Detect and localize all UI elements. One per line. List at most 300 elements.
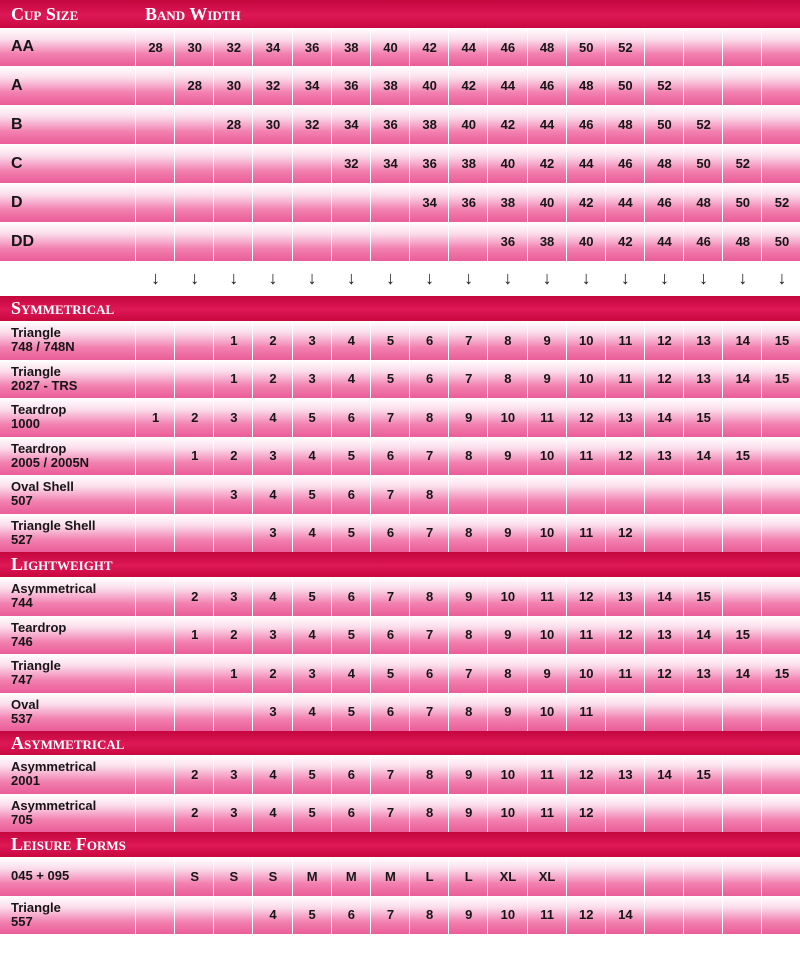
form-size-cell: 6 bbox=[370, 437, 410, 476]
form-size-cell: 3 bbox=[252, 514, 292, 553]
form-size-cell: 11 bbox=[605, 360, 645, 399]
cup-row-a bbox=[0, 66, 800, 105]
form-size-cell bbox=[135, 360, 175, 399]
form-size-cell: 15 bbox=[761, 321, 800, 360]
chart-header-bar bbox=[0, 0, 800, 28]
form-size-cell: 6 bbox=[409, 321, 449, 360]
form-size-cell: XL bbox=[527, 857, 567, 896]
product-label bbox=[11, 398, 135, 437]
form-size-cell: 1 bbox=[213, 321, 253, 360]
band-width-cell: 42 bbox=[409, 28, 449, 66]
form-size-cell bbox=[487, 475, 527, 514]
form-size-cell bbox=[683, 693, 723, 732]
form-size-cell: 11 bbox=[566, 437, 606, 476]
section-title: Lightweight bbox=[11, 554, 113, 574]
form-size-cell bbox=[213, 514, 253, 553]
product-name: Oval Shell bbox=[11, 479, 74, 495]
band-width-cell: 48 bbox=[527, 28, 567, 66]
form-size-cell: S bbox=[213, 857, 253, 896]
band-width-cell: 42 bbox=[605, 222, 645, 261]
form-size-cell: 3 bbox=[213, 794, 253, 833]
form-size-cell: 12 bbox=[566, 577, 606, 616]
down-arrow-icon: ↓ bbox=[722, 261, 762, 296]
form-size-cell: 8 bbox=[448, 693, 488, 732]
form-size-cell: 4 bbox=[252, 577, 292, 616]
form-size-cell: 15 bbox=[722, 616, 762, 655]
section-header-lightweight bbox=[0, 552, 800, 577]
band-width-cell: 50 bbox=[761, 222, 800, 261]
form-size-cell bbox=[174, 514, 214, 553]
form-size-cell bbox=[683, 896, 723, 935]
band-width-cell bbox=[135, 222, 175, 261]
form-size-cell: 7 bbox=[370, 475, 410, 514]
product-code: 507 bbox=[11, 493, 33, 509]
form-size-cell: 10 bbox=[527, 616, 567, 655]
form-size-cell bbox=[174, 654, 214, 693]
form-size-cell: 6 bbox=[370, 616, 410, 655]
form-size-cell: 7 bbox=[448, 654, 488, 693]
form-size-cell: 6 bbox=[331, 794, 371, 833]
band-width-cell: 28 bbox=[174, 66, 214, 105]
band-width-cell: 38 bbox=[409, 105, 449, 144]
section-title: Symmetrical bbox=[11, 298, 115, 318]
band-width-cell: 32 bbox=[213, 28, 253, 66]
form-size-cell: 2 bbox=[213, 437, 253, 476]
form-size-cell: 7 bbox=[370, 794, 410, 833]
form-size-cell: 6 bbox=[331, 755, 371, 794]
band-width-cell bbox=[292, 183, 332, 222]
product-code: 527 bbox=[11, 531, 33, 547]
product-row bbox=[0, 794, 800, 833]
form-size-cell bbox=[722, 755, 762, 794]
band-width-cell: 40 bbox=[409, 66, 449, 105]
band-width-cell bbox=[252, 183, 292, 222]
product-name: Triangle Shell bbox=[11, 517, 96, 533]
form-size-cell: 4 bbox=[252, 398, 292, 437]
form-size-cell: 9 bbox=[448, 755, 488, 794]
band-width-cell: 40 bbox=[448, 105, 488, 144]
band-width-cell: 40 bbox=[370, 28, 410, 66]
band-width-cell: 48 bbox=[683, 183, 723, 222]
band-width-cell: 52 bbox=[761, 183, 800, 222]
form-size-cell bbox=[566, 857, 606, 896]
form-size-cell: 1 bbox=[213, 654, 253, 693]
form-size-cell bbox=[174, 475, 214, 514]
band-width-cell: 32 bbox=[292, 105, 332, 144]
cup-row-d bbox=[0, 183, 800, 222]
cup-size-label: D bbox=[11, 193, 23, 211]
band-width-cell: 50 bbox=[683, 144, 723, 183]
band-width-cell: 46 bbox=[683, 222, 723, 261]
product-row bbox=[0, 693, 800, 732]
band-width-cell bbox=[722, 28, 762, 66]
band-width-cell: 30 bbox=[174, 28, 214, 66]
band-width-cell: 38 bbox=[370, 66, 410, 105]
band-width-cell bbox=[135, 66, 175, 105]
arrow-row bbox=[0, 261, 800, 296]
band-width-cell: 36 bbox=[331, 66, 371, 105]
band-width-cell bbox=[213, 144, 253, 183]
band-width-cell: 48 bbox=[566, 66, 606, 105]
form-size-cell: 13 bbox=[644, 616, 684, 655]
product-label bbox=[11, 693, 135, 732]
form-size-cell: 14 bbox=[683, 437, 723, 476]
form-size-cell: 9 bbox=[527, 654, 567, 693]
product-name: Asymmetrical bbox=[11, 759, 97, 775]
form-size-cell: 10 bbox=[566, 321, 606, 360]
band-width-cell: 48 bbox=[722, 222, 762, 261]
form-size-cell bbox=[135, 654, 175, 693]
down-arrow-icon: ↓ bbox=[644, 261, 684, 296]
form-size-cell: 4 bbox=[331, 360, 371, 399]
product-code: 746 bbox=[11, 633, 33, 649]
band-width-cell: 40 bbox=[487, 144, 527, 183]
band-width-cell: 44 bbox=[527, 105, 567, 144]
form-size-cell: 14 bbox=[644, 398, 684, 437]
band-width-cell: 44 bbox=[448, 28, 488, 66]
band-width-cell: 28 bbox=[213, 105, 253, 144]
product-row bbox=[0, 475, 800, 514]
band-width-cell: 46 bbox=[487, 28, 527, 66]
form-size-cell: 8 bbox=[409, 755, 449, 794]
band-width-cell: 44 bbox=[487, 66, 527, 105]
form-size-cell: 7 bbox=[370, 577, 410, 616]
form-size-cell bbox=[722, 857, 762, 896]
form-size-cell bbox=[761, 616, 800, 655]
band-width-cell bbox=[683, 66, 723, 105]
band-width-cell: 36 bbox=[409, 144, 449, 183]
band-width-cell: 46 bbox=[644, 183, 684, 222]
form-size-cell bbox=[761, 475, 800, 514]
band-width-cell: 30 bbox=[213, 66, 253, 105]
form-size-cell bbox=[605, 693, 645, 732]
form-size-cell: 8 bbox=[487, 321, 527, 360]
band-width-cell: 44 bbox=[644, 222, 684, 261]
form-size-cell: 3 bbox=[213, 398, 253, 437]
form-size-cell: 12 bbox=[566, 794, 606, 833]
form-size-cell: 5 bbox=[331, 693, 371, 732]
product-name: Asymmetrical bbox=[11, 581, 97, 597]
form-size-cell: 10 bbox=[487, 755, 527, 794]
form-size-cell: 12 bbox=[605, 616, 645, 655]
form-size-cell bbox=[135, 616, 175, 655]
band-width-cell: 52 bbox=[605, 28, 645, 66]
form-size-cell: 9 bbox=[448, 794, 488, 833]
band-width-cell: 34 bbox=[252, 28, 292, 66]
band-width-cell bbox=[135, 105, 175, 144]
product-name: Triangle bbox=[11, 325, 61, 341]
down-arrow-icon: ↓ bbox=[213, 261, 253, 296]
band-width-cell: 46 bbox=[605, 144, 645, 183]
product-row bbox=[0, 321, 800, 360]
band-width-cell bbox=[409, 222, 449, 261]
form-size-cell: 2 bbox=[174, 794, 214, 833]
band-width-heading: Band Width bbox=[145, 4, 241, 24]
product-name: Teardrop bbox=[11, 402, 67, 418]
form-size-cell: 6 bbox=[331, 475, 371, 514]
product-label bbox=[11, 577, 135, 616]
product-label bbox=[11, 514, 135, 553]
band-width-cell: 36 bbox=[448, 183, 488, 222]
form-size-cell: 8 bbox=[409, 475, 449, 514]
form-size-cell: 13 bbox=[605, 755, 645, 794]
form-size-cell bbox=[174, 896, 214, 935]
form-size-cell: 11 bbox=[527, 755, 567, 794]
product-label bbox=[11, 857, 135, 896]
down-arrow-icon: ↓ bbox=[761, 261, 800, 296]
form-size-cell: 6 bbox=[370, 693, 410, 732]
band-width-cell: 48 bbox=[644, 144, 684, 183]
form-size-cell bbox=[605, 475, 645, 514]
product-name: 045 + 095 bbox=[11, 868, 70, 884]
product-name: Teardrop bbox=[11, 619, 67, 635]
form-size-cell: 5 bbox=[292, 577, 332, 616]
form-size-cell: 7 bbox=[448, 360, 488, 399]
form-size-cell bbox=[722, 475, 762, 514]
form-size-cell: 1 bbox=[213, 360, 253, 399]
form-size-cell: 5 bbox=[331, 514, 371, 553]
band-width-cell: 36 bbox=[370, 105, 410, 144]
form-size-cell: 9 bbox=[487, 616, 527, 655]
band-width-cell bbox=[761, 28, 800, 66]
form-size-cell bbox=[605, 794, 645, 833]
form-size-cell: 5 bbox=[370, 321, 410, 360]
form-size-cell: 4 bbox=[292, 514, 332, 553]
band-width-cell: 30 bbox=[252, 105, 292, 144]
form-size-cell: 10 bbox=[527, 693, 567, 732]
band-width-cell: 52 bbox=[722, 144, 762, 183]
form-size-cell bbox=[644, 693, 684, 732]
form-size-cell: 1 bbox=[174, 437, 214, 476]
down-arrow-icon: ↓ bbox=[487, 261, 527, 296]
form-size-cell bbox=[135, 514, 175, 553]
form-size-cell bbox=[135, 794, 175, 833]
form-size-cell bbox=[683, 857, 723, 896]
product-code: 2005 / 2005N bbox=[11, 454, 90, 470]
down-arrow-icon: ↓ bbox=[566, 261, 606, 296]
product-row bbox=[0, 360, 800, 399]
band-width-cell: 48 bbox=[605, 105, 645, 144]
form-size-cell bbox=[683, 794, 723, 833]
form-size-cell bbox=[722, 514, 762, 553]
form-size-cell: 15 bbox=[683, 398, 723, 437]
form-size-cell: 3 bbox=[213, 755, 253, 794]
product-code: 1000 bbox=[11, 416, 40, 432]
form-size-cell: 10 bbox=[527, 514, 567, 553]
form-size-cell: 10 bbox=[566, 360, 606, 399]
band-width-cell: 38 bbox=[527, 222, 567, 261]
band-width-cell: 32 bbox=[252, 66, 292, 105]
form-size-cell: 12 bbox=[644, 321, 684, 360]
form-size-cell: 4 bbox=[252, 475, 292, 514]
form-size-cell: 9 bbox=[527, 321, 567, 360]
form-size-cell: 4 bbox=[252, 794, 292, 833]
form-size-cell: 3 bbox=[252, 437, 292, 476]
band-width-cell: 42 bbox=[448, 66, 488, 105]
cup-size-label: AA bbox=[11, 38, 35, 55]
product-name: Triangle bbox=[11, 899, 61, 915]
form-size-cell: 10 bbox=[487, 794, 527, 833]
form-size-cell: 10 bbox=[527, 437, 567, 476]
form-size-cell: 12 bbox=[566, 755, 606, 794]
form-size-cell: 5 bbox=[292, 755, 332, 794]
product-code: 705 bbox=[11, 811, 33, 827]
cup-row-dd bbox=[0, 222, 800, 261]
form-size-cell: 5 bbox=[370, 360, 410, 399]
form-size-cell: 5 bbox=[292, 398, 332, 437]
band-width-cell bbox=[722, 66, 762, 105]
form-size-cell: 7 bbox=[409, 437, 449, 476]
form-size-cell: 3 bbox=[292, 360, 332, 399]
form-size-cell: 11 bbox=[527, 896, 567, 935]
form-size-cell: 5 bbox=[331, 616, 371, 655]
form-size-cell: 7 bbox=[409, 693, 449, 732]
form-size-cell: 8 bbox=[448, 437, 488, 476]
form-size-cell: 15 bbox=[683, 577, 723, 616]
band-width-cell: 40 bbox=[527, 183, 567, 222]
form-size-cell: 11 bbox=[566, 693, 606, 732]
form-size-cell: 6 bbox=[331, 577, 371, 616]
product-row bbox=[0, 577, 800, 616]
form-size-cell: 7 bbox=[409, 616, 449, 655]
band-width-cell bbox=[174, 183, 214, 222]
form-size-cell: 7 bbox=[409, 514, 449, 553]
band-width-cell bbox=[761, 66, 800, 105]
product-row bbox=[0, 896, 800, 935]
form-size-cell bbox=[722, 896, 762, 935]
band-width-cell bbox=[331, 183, 371, 222]
form-size-cell: 12 bbox=[644, 654, 684, 693]
band-width-cell bbox=[135, 144, 175, 183]
band-width-cell bbox=[174, 222, 214, 261]
band-width-cell: 36 bbox=[487, 222, 527, 261]
form-size-cell: 4 bbox=[252, 896, 292, 935]
band-width-cell bbox=[174, 105, 214, 144]
form-size-cell: S bbox=[174, 857, 214, 896]
band-width-cell bbox=[644, 28, 684, 66]
form-size-cell bbox=[761, 693, 800, 732]
band-width-cell bbox=[292, 222, 332, 261]
form-size-cell: 9 bbox=[448, 577, 488, 616]
form-size-cell: 8 bbox=[409, 398, 449, 437]
band-width-cell bbox=[370, 183, 410, 222]
form-size-cell: 14 bbox=[722, 321, 762, 360]
band-width-cell: 50 bbox=[605, 66, 645, 105]
form-size-cell: 10 bbox=[487, 398, 527, 437]
down-arrow-icon: ↓ bbox=[527, 261, 567, 296]
form-size-cell: S bbox=[252, 857, 292, 896]
form-size-cell: 11 bbox=[527, 577, 567, 616]
down-arrow-icon: ↓ bbox=[448, 261, 488, 296]
form-size-cell: 1 bbox=[174, 616, 214, 655]
band-width-cell bbox=[174, 144, 214, 183]
form-size-cell bbox=[761, 437, 800, 476]
band-width-cell bbox=[722, 105, 762, 144]
form-size-cell bbox=[644, 514, 684, 553]
down-arrow-icon: ↓ bbox=[605, 261, 645, 296]
form-size-cell: 5 bbox=[331, 437, 371, 476]
product-code: 744 bbox=[11, 595, 33, 611]
form-size-cell bbox=[761, 794, 800, 833]
form-size-cell: 8 bbox=[448, 616, 488, 655]
form-size-cell: 4 bbox=[292, 616, 332, 655]
form-size-cell: 3 bbox=[252, 693, 292, 732]
down-arrow-icon: ↓ bbox=[135, 261, 175, 296]
form-size-cell bbox=[644, 475, 684, 514]
form-size-cell: 2 bbox=[174, 577, 214, 616]
product-row bbox=[0, 616, 800, 655]
form-size-cell: 7 bbox=[370, 755, 410, 794]
band-width-cell bbox=[448, 222, 488, 261]
form-size-cell: 4 bbox=[252, 755, 292, 794]
form-size-cell bbox=[722, 398, 762, 437]
form-size-cell: 3 bbox=[292, 654, 332, 693]
cup-size-label: B bbox=[11, 115, 23, 133]
band-width-cell: 50 bbox=[644, 105, 684, 144]
down-arrow-icon: ↓ bbox=[331, 261, 371, 296]
form-size-cell: 9 bbox=[487, 693, 527, 732]
product-code: 2027 - TRS bbox=[11, 377, 78, 393]
form-size-cell bbox=[135, 896, 175, 935]
form-size-cell bbox=[213, 896, 253, 935]
cup-size-heading: Cup Size bbox=[11, 4, 79, 24]
down-arrow-icon: ↓ bbox=[292, 261, 332, 296]
band-width-cell: 50 bbox=[566, 28, 606, 66]
form-size-cell: 12 bbox=[566, 398, 606, 437]
band-width-cell bbox=[292, 144, 332, 183]
form-size-cell: 8 bbox=[409, 577, 449, 616]
form-size-cell: 6 bbox=[331, 398, 371, 437]
product-name: Oval bbox=[11, 696, 40, 712]
band-width-cell: 38 bbox=[331, 28, 371, 66]
band-width-cell bbox=[213, 183, 253, 222]
form-size-cell: 13 bbox=[683, 360, 723, 399]
band-width-cell: 42 bbox=[487, 105, 527, 144]
product-row bbox=[0, 514, 800, 553]
form-size-cell: 2 bbox=[174, 398, 214, 437]
band-width-cell: 38 bbox=[448, 144, 488, 183]
form-size-cell bbox=[761, 398, 800, 437]
cup-size-label: A bbox=[11, 76, 23, 94]
form-size-cell: 9 bbox=[487, 437, 527, 476]
form-size-cell: L bbox=[448, 857, 488, 896]
form-size-cell: 4 bbox=[331, 654, 371, 693]
product-label bbox=[11, 616, 135, 655]
band-width-cell: 52 bbox=[644, 66, 684, 105]
product-label bbox=[11, 321, 135, 360]
band-width-cell bbox=[252, 222, 292, 261]
form-size-cell: L bbox=[409, 857, 449, 896]
form-size-cell: 13 bbox=[605, 398, 645, 437]
form-size-cell: 13 bbox=[644, 437, 684, 476]
form-size-cell: 11 bbox=[527, 398, 567, 437]
form-size-cell: 14 bbox=[644, 755, 684, 794]
form-size-cell bbox=[566, 475, 606, 514]
form-size-cell: 5 bbox=[292, 896, 332, 935]
form-size-cell bbox=[761, 755, 800, 794]
section-header-symmetrical bbox=[0, 296, 800, 321]
form-size-cell bbox=[527, 475, 567, 514]
band-width-cell: 34 bbox=[292, 66, 332, 105]
product-name: Triangle bbox=[11, 363, 61, 379]
form-size-cell: 2 bbox=[174, 755, 214, 794]
form-size-cell: 11 bbox=[566, 616, 606, 655]
form-size-cell bbox=[213, 693, 253, 732]
form-size-cell: M bbox=[331, 857, 371, 896]
form-size-cell: 11 bbox=[605, 321, 645, 360]
down-arrow-icon: ↓ bbox=[370, 261, 410, 296]
form-size-cell bbox=[644, 857, 684, 896]
